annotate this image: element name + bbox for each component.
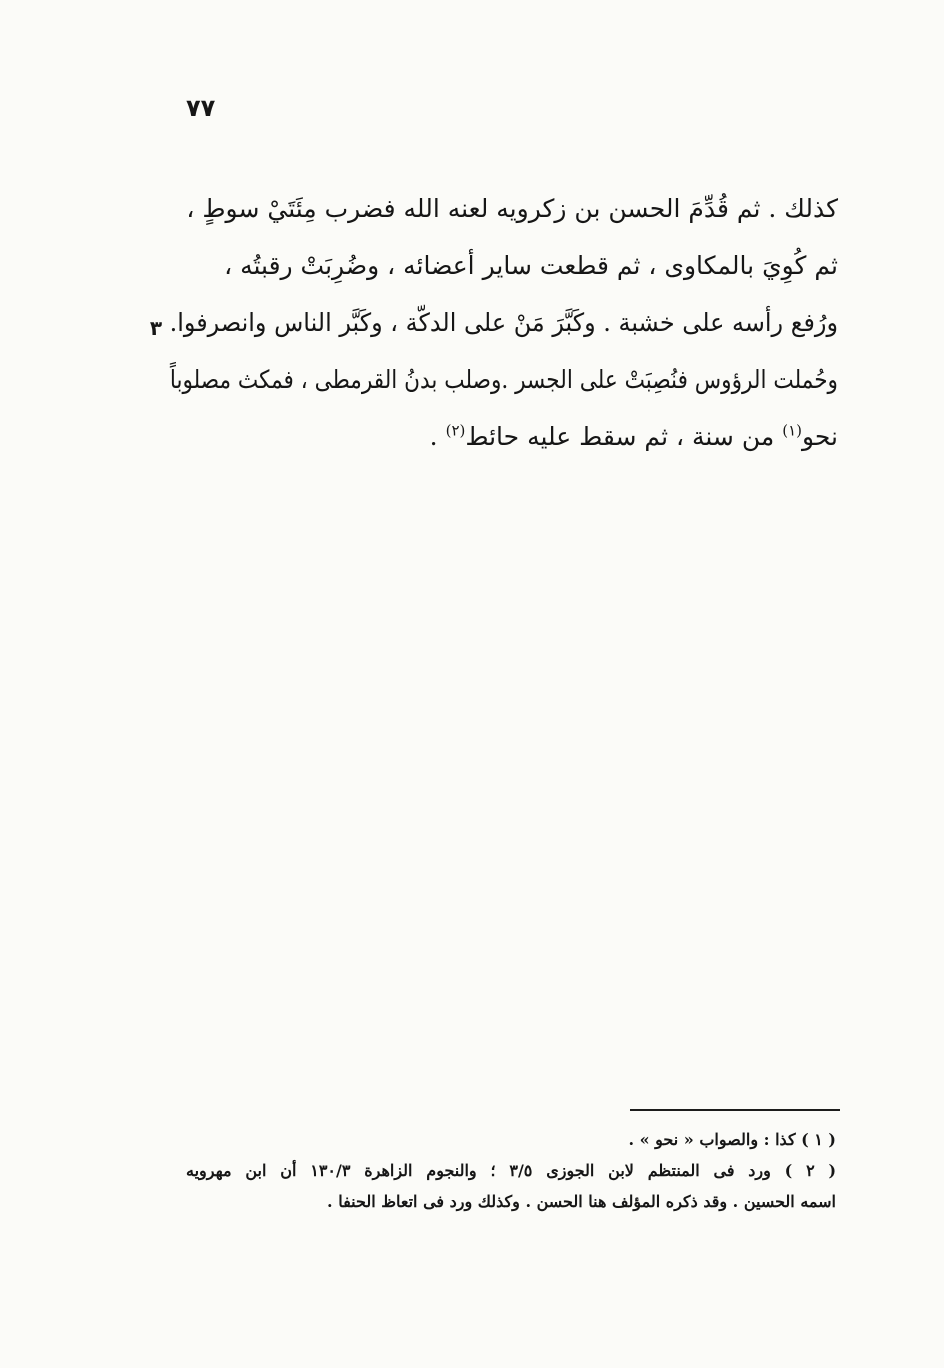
page-number: ٧٧ [186,94,216,122]
text-line-5-part-3: . [429,422,446,451]
footnote-2-line-2: اسمه الحسين . وقد ذكره المؤلف هنا الحسن . وكذلك ورد فى اتعاظ الحنفا . [327,1192,836,1211]
footnotes [186,1124,836,1217]
text-line-5-part-1: نحو [801,422,838,451]
margin-line-number: ٣ [149,316,163,340]
text-line-3: ورُفع رأسه على خشبة . وكَبَّرَ مَنْ على الدكّة ، وكَبَّر الناس وانصرفوا. [169,308,838,337]
text-line-5-part-2: من سنة ، ثم سقط عليه حائط [465,422,783,451]
main-text [170,180,838,465]
footnote-ref-2: (٢) [445,421,466,440]
footnote-1: ( ١ ) كذا : والصواب « نحو » . [628,1130,836,1149]
text-line-5 [170,408,838,465]
text-line-2: ثم كُوِيَ بالمكاوى ، ثم قطعت ساير أعضائه ، وضُرِبَتْ رقبتُه ، [224,251,838,280]
text-line-1: كذلك . ثم قُدِّمَ الحسن بن زكرويه لعنه الله فضرب مِئَتَيْ سوطٍ ، [186,194,838,223]
footnote-2-line-1: ( ٢ ) ورد فى المنتظم لابن الجوزى ٣/٥ ؛ والنجوم الزاهرة ١٣٠/٣ أن ابن مهرويه [186,1161,837,1180]
footnote-divider [630,1109,840,1111]
text-line-4: وحُملت الرؤوس فنُصِبَتْ على الجسر .وصلب بدنُ القرمطى ، فمكث مصلوباً [169,365,838,394]
footnote-ref-1: (١) [782,421,802,440]
